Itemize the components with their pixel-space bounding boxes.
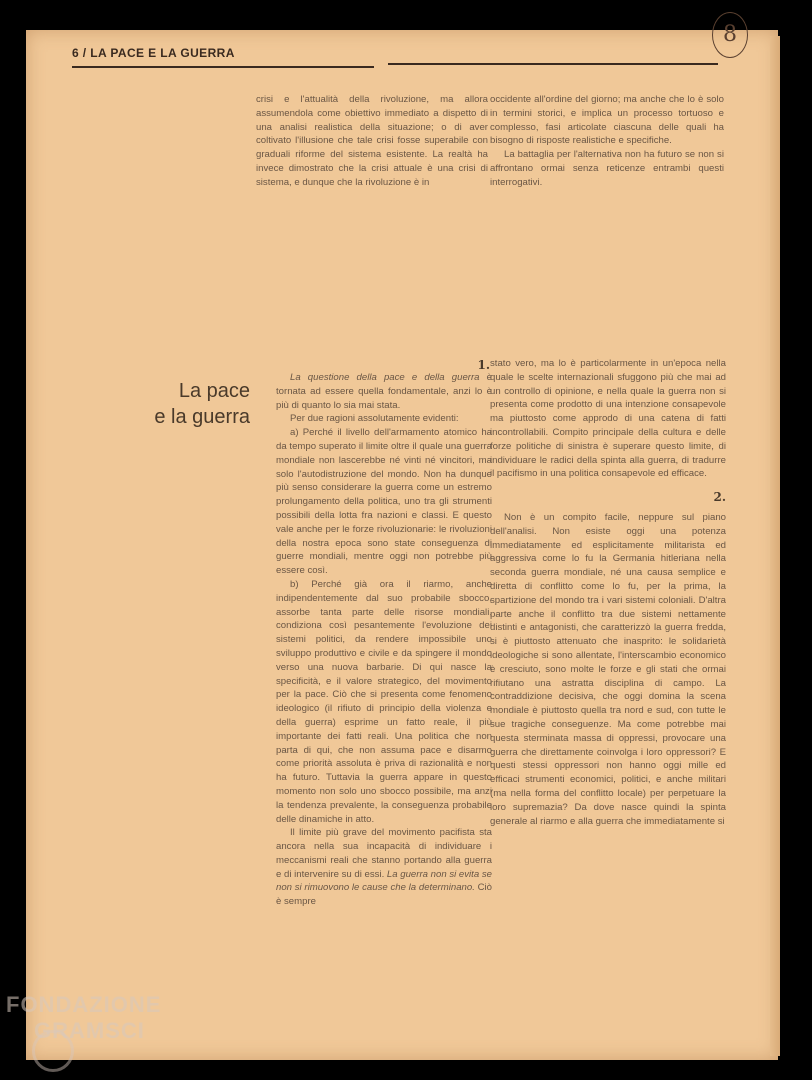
watermark [6, 992, 161, 1044]
article-left-para1 [276, 371, 492, 412]
article-column-right [490, 357, 726, 828]
watermark-logo-icon [32, 1030, 74, 1072]
watermark-line1: FONDAZIONE [6, 992, 162, 1017]
article-left-para4: b) Perché già ora il riarmo, anche indipendentemente dal suo probabile sbocco, assorbe tanta parte delle risorse mondiali, condiziona così pesantemente l'evoluzione dei sistemi politici, da rendere impossibile uno sviluppo produttivo e civile e da spingere il mondo verso una nuova barbarie. Di qui nasce la specificità, e il valore strategico, del movimento per la pace. Ciò che si presenta come fenomeno ideologico (il rifiuto di principio della violenza e della guerra) esprime un fatto reale, il più importante dei fatti reali. Una politica che non parta di qui, che non assuma pace e disarmo come priorità assoluta è priva di razionalità e non ha futuro. Tuttavia la guerra appare in questo momento non solo uno sbocco possibile, ma anzi la tendenza prevalente, la conseguenza probabile delle dinamiche in atto. [276, 578, 492, 825]
section-number-1: 1. [477, 358, 490, 372]
para5-b: Ciò è sempre [276, 882, 493, 908]
header-rule-left [72, 66, 374, 68]
lead-rest: è tornata ad essere quella fondamentale, anzi lo è più di quanto lo sia mai stata. [276, 372, 492, 411]
running-header-label: 6 / LA PACE E LA GUERRA [72, 46, 235, 60]
article-right-para2: Non è un compito facile, neppure sul piano dell'analisi. Non esiste oggi una potenza immediatamente ed esplicitamente militarista ed aggressiva come lo fu la Germania hitleriana nella seconda guerra mondiale, né una causa semplice e diretta di conflitto come lo fu, per la prima, la spartizione del mondo tra i vari sistemi coloniali. D'altra parte anche il conflitto tra due sistemi nettamente distinti e antagonisti, che caratterizzò la guerra fredda, si è piuttosto attenuato che inasprito: le solidarietà ideologiche si sono allentate, l'interscambio economico è cresciuto, sono molte le forze e gli stati che ormai rifiutano una astratta disciplina di campo. La contraddizione decisiva, che oggi domina la scena mondiale è piuttosto quella tra nord e sud, con tutte le sue tragiche conseguenze. Ma come potrebbe mai questa sterminata massa di oppressi, provocare una guerra che direttamente coinvolga i loro oppressori? E questi stessi oppressori non hanno oggi mille ed efficaci strumenti economici, politici, e anche militari (ma nella forma del conflitto locale) per perpetuare la loro supremazia? Da dove nasce quindi la spinta generale al riarmo e alla guerra che immediatamente si [490, 511, 726, 827]
lead-italic: La questione della pace e della guerra [290, 372, 480, 383]
intro-right-para1: occidente all'ordine del giorno; ma anche che lo è solo in termini storici, e implica un processo tortuoso e complesso, fasi articolate ciascuna delle quali ha bisogno di risposte realistiche e specifiche. [490, 94, 724, 147]
para5-a: Il limite più grave del movimento pacifista sta ancora nella sua incapacità di individuare i meccanismi reali che stanno portando alla guerra e di intervenire su di essi. [276, 827, 492, 880]
article-left-para2: Per due ragioni assolutamente evidenti: [290, 413, 459, 425]
article-right-para1: stato vero, ma lo è particolarmente in un'epoca nella quale le scelte internazionali sfuggono più che mai ad un controllo di opinione, e nella quale la guerra non si presenta come prodotto di una intenzione consapevole ma piuttosto come approdo di una catena di fatti incontrollabili. Compito principale della cultura e delle forze politiche di sinistra è superare questo limite, di individuare le radici della spinta alla guerra, di tradurre il pacifismo in una politica consapevole ed efficace. [490, 358, 726, 480]
intro-column-left [256, 93, 488, 190]
header-rule-right [388, 63, 718, 65]
intro-right-para2: La battaglia per l'alternativa non ha futuro se non si affrontano ormai senza reticenze entrambi questi interrogativi. [490, 149, 724, 188]
intro-column-right [490, 93, 724, 190]
watermark-line2: GRAMSCI [34, 1018, 145, 1043]
intro-left-text: crisi e l'attualità della rivoluzione, ma allora assumendola come obiettivo immediato a dispetto di una analisi realistica della situazione; o di aver coltivato l'illusione che tale crisi fosse superabile con graduali riforme del sistema esistente. La realtà ha invece dimostrato che la crisi attuale è una crisi di sistema, e dunque che la rivoluzione è in [256, 94, 488, 188]
article-title-line2: e la guerra [154, 406, 250, 428]
article-left-para3: a) Perché il livello dell'armamento atomico ha da tempo superato il limite oltre il quale una guerra mondiale non lascerebbe né vinti né vincitori, ma solo l'autodistruzione del mondo. Non ha dunque più senso considerare la guerra come un estremo prolungamento della politica, uno tra gli strumenti possibili della lotta fra nazioni e classi. E questo vale anche per le forze rivoluzionarie: le rivoluzioni della nostra epoca sono state conseguenza di guerre mondiali, mentre oggi non potrebbe più essere così. [276, 427, 492, 577]
article-title-line1: La pace [178, 380, 250, 402]
section-number-2: 2. [713, 490, 726, 505]
article-column-left [276, 371, 492, 909]
para5-italic: La guerra non si evita se non si rimuovono le cause che la determinano. [276, 868, 492, 894]
article-left-para5 [276, 826, 492, 909]
page-edge [770, 36, 780, 1056]
archive-stamp: 8 [712, 12, 748, 58]
article-title [100, 378, 250, 430]
running-header [72, 44, 752, 64]
